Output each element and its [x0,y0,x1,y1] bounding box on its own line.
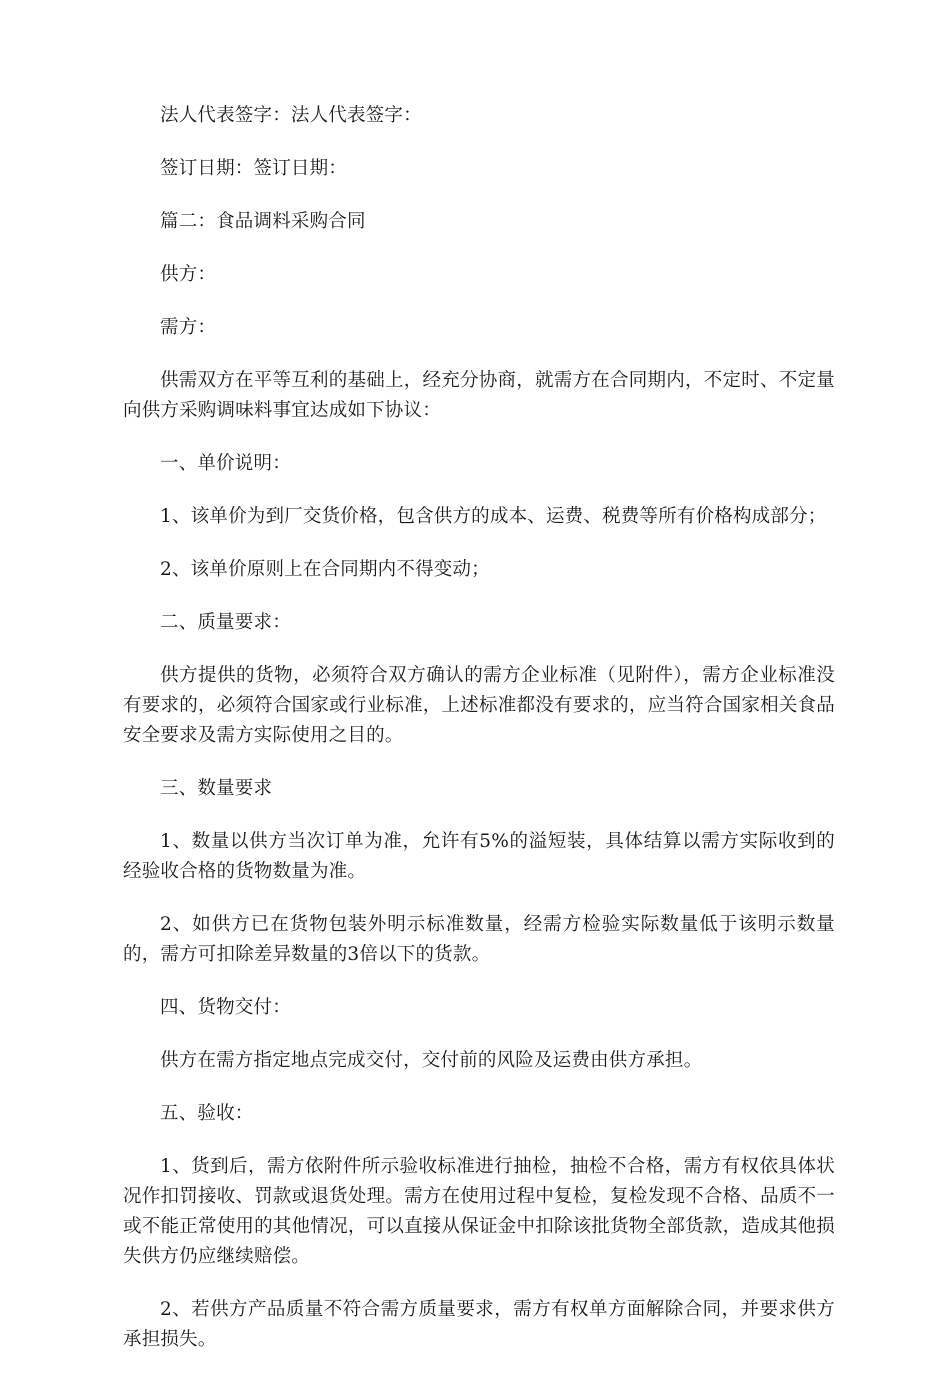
clause-paragraph: 供方在需方指定地点完成交付，交付前的风险及运费由供方承担。 [160,1050,703,1071]
clause-item: 1、该单价为到厂交货价格，包含供方的成本、运费、税费等所有价格构成部分； [160,506,827,527]
clause-item: 2、如供方已在货物包装外明示标准数量，经需方检验实际数量低于该明示数量的，需方可扣除差异数量的3倍以下的货款。 [123,914,835,965]
clause-heading: 二、质量要求： [160,612,291,633]
signature-line: 法人代表签字：法人代表签字： [160,105,422,126]
clause-item: 1、数量以供方当次订单为准，允许有5%的溢短装，具体结算以需方实际收到的经验收合格的货物数量为准。 [123,831,835,882]
clause-paragraph: 供方提供的货物，必须符合双方确认的需方企业标准（见附件），需方企业标准没有要求的，必须符合国家或行业标准，上述标准都没有要求的，应当符合国家相关食品安全要求及需方实际使用之目的。 [123,665,835,746]
clause-item: 2、若供方产品质量不符合需方质量要求，需方有权单方面解除合同，并要求供方承担损失。 [123,1299,835,1350]
clause-heading: 四、货物交付： [160,997,291,1018]
preamble-paragraph: 供需双方在平等互利的基础上，经充分协商，就需方在合同期内，不定时、不定量向供方采购调味料事宜达成如下协议： [123,370,835,421]
signing-date-line: 签订日期：签订日期： [160,158,348,179]
clause-item: 2、该单价原则上在合同期内不得变动； [160,559,490,580]
supplier-line: 供方： [160,264,217,285]
section-title: 篇二：食品调料采购合同 [160,211,366,232]
clause-item: 1、货到后，需方依附件所示验收标准进行抽检，抽检不合格，需方有权依具体状况作扣罚接收、罚款或退货处理。需方在使用过程中复检，复检发现不合格、品质不一或不能正常使用的其他情况，可以直接从保证金中扣除该批货物全部货款，造成其他损失供方仍应继续赔偿。 [123,1156,835,1267]
buyer-line: 需方： [160,317,217,338]
clause-heading: 五、验收： [160,1103,254,1124]
clause-heading: 一、单价说明： [160,453,291,474]
document-body [123,101,835,1378]
clause-heading: 三、数量要求 [160,778,273,799]
